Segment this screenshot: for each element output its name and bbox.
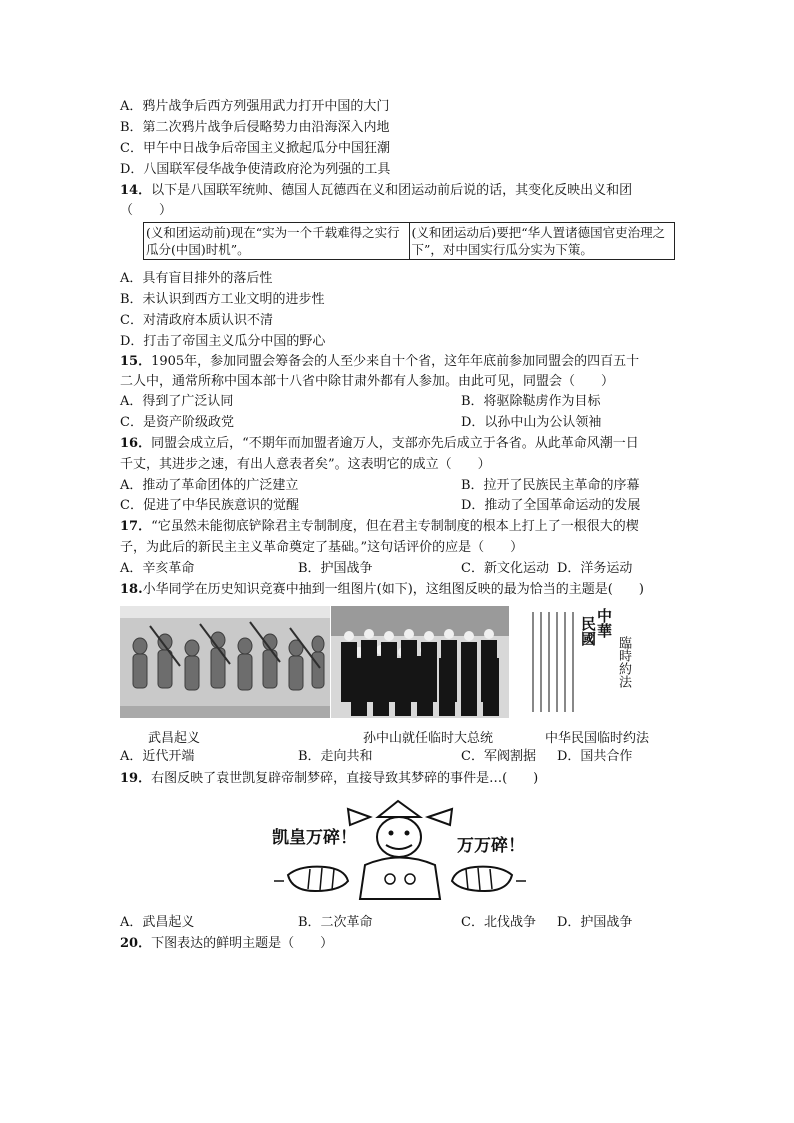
q19-option-b: B．二次革命 <box>298 915 373 930</box>
q15-option-d: D．以孙中山为公认领袖 <box>461 415 602 430</box>
cartoon-text-left: 凯皇万碎！ <box>272 828 357 848</box>
q17-stem <box>120 518 639 536</box>
q16-option-b: B．拉开了民族民主革命的序幕 <box>461 478 640 493</box>
q18-number: 18. <box>120 582 143 597</box>
constitution-title-right: 中華 <box>595 608 613 638</box>
wuchang-uprising-relief-image <box>120 606 330 718</box>
q14-quote-right: (义和团运动后)要把“华人置诸德国官吏治理之下”，对中国实行瓜分实为下策。 <box>409 223 675 260</box>
q19-stem-text: 右图反映了袁世凯复辟帝制梦碎，直接导致其梦碎的事件是…( ) <box>151 771 539 786</box>
q14-option-d: D．打击了帝国主义瓜分中国的野心 <box>120 334 326 349</box>
q16-number: 16． <box>120 436 152 451</box>
q16-stem <box>120 435 639 453</box>
q14-stem-text: 以下是八国联军统帅、德国人瓦德西在义和团运动前后说的话，其变化反映出义和团 <box>151 183 633 198</box>
yuan-shikai-cartoon <box>270 795 530 903</box>
constitution-title-left: 民國 <box>579 616 597 646</box>
q15-option-c: C．是资产阶级政党 <box>120 415 234 430</box>
q20-stem <box>120 935 333 953</box>
q15-stem <box>120 353 639 371</box>
q19-number: 19． <box>120 771 152 786</box>
q16-option-c: C．促进了中华民族意识的觉醒 <box>120 498 299 513</box>
q18-option-b: B．走向共和 <box>298 749 373 764</box>
q15-stem-text: 1905年，参加同盟会筹备会的人至少来自十个省，这年年底前参加同盟会的四百五十 <box>151 354 640 369</box>
q18-stem-text: 小华同学在历史知识竞赛中抽到一组图片(如下)，这组图反映的最为恰当的主题是( ) <box>142 582 644 597</box>
q13-option-b: B．第二次鸦片战争后侵略势力由沿海深入内地 <box>120 120 390 135</box>
q18-caption-2: 孙中山就任临时大总统 <box>363 731 494 746</box>
q17-stem-text: “它虽然未能彻底铲除君主专制制度，但在君主专制制度的根本上打上了一根很大的楔 <box>151 519 639 534</box>
q13-option-c: C．甲午中日战争后帝国主义掀起瓜分中国狂潮 <box>120 141 390 156</box>
q15-option-a: A．得到了广泛认同 <box>120 394 234 409</box>
q17-option-b: B．护国战争 <box>298 561 373 576</box>
q19-option-d: D．护国战争 <box>557 915 633 930</box>
q18-caption-3: 中华民国临时约法 <box>545 731 650 746</box>
q16-stem-text: 同盟会成立后，“不期年而加盟者逾万人，支部亦先后成立于各省。从此革命风潮一日 <box>151 436 639 451</box>
q16-option-a: A．推动了革命团体的广泛建立 <box>120 478 299 493</box>
q15-option-b: B．将驱除鞑虏作为目标 <box>461 394 601 409</box>
q18-stem <box>120 581 644 599</box>
q19-option-c: C．北伐战争 <box>461 915 536 930</box>
q16-option-d: D．推动了全国革命运动的发展 <box>461 498 641 513</box>
q14-stem <box>120 182 632 200</box>
q13-option-a: A．鸦片战争后西方列强用武力打开中国的大门 <box>120 99 390 114</box>
q19-stem <box>120 770 538 788</box>
q15-number: 15． <box>120 354 152 369</box>
q17-number: 17． <box>120 519 152 534</box>
q14-stem-cont: （ ） <box>120 203 173 218</box>
q15-stem2: 二人中，通常所称中国本部十八省中除甘肃外都有人参加。由此可见，同盟会（ ） <box>120 374 615 389</box>
q17-option-a: A．辛亥革命 <box>120 561 195 576</box>
q18-option-d: D．国共合作 <box>557 749 633 764</box>
cartoon-text-right: 万万碎！ <box>457 836 525 856</box>
q20-number: 20． <box>120 936 152 951</box>
q14-quote-table <box>143 222 675 260</box>
q17-option-c: C．新文化运动 <box>461 561 549 576</box>
q14-option-b: B．未认识到西方工业文明的进步性 <box>120 292 325 307</box>
q18-option-c: C．军阀割据 <box>461 749 536 764</box>
q17-option-d: D．洋务运动 <box>557 561 633 576</box>
q16-stem2: 千丈，其进步之速，有出人意表者矣”。这表明它的成立（ ） <box>120 457 491 472</box>
q14-option-a: A．具有盲目排外的落后性 <box>120 271 273 286</box>
q14-option-c: C．对清政府本质认识不清 <box>120 313 273 328</box>
q14-number: 14． <box>120 183 152 198</box>
q20-stem-text: 下图表达的鲜明主题是（ ） <box>151 936 334 951</box>
q13-option-d: D．八国联军侵华战争使清政府沦为列强的工具 <box>120 162 391 177</box>
q19-option-a: A．武昌起义 <box>120 915 195 930</box>
provisional-constitution-document-image <box>518 606 638 718</box>
constitution-title-sub: 臨時約法 <box>616 636 631 688</box>
q18-caption-1: 武昌起义 <box>148 731 201 746</box>
q17-stem2: 子，为此后的新民主主义革命奠定了基础。”这句话评价的应是（ ） <box>120 540 524 555</box>
q14-quote-left: (义和团运动前)现在“实为一个千载难得之实行瓜分(中国)时机”。 <box>144 223 410 260</box>
sun-yatsen-inauguration-photo <box>331 606 509 718</box>
q18-option-a: A．近代开端 <box>120 749 195 764</box>
